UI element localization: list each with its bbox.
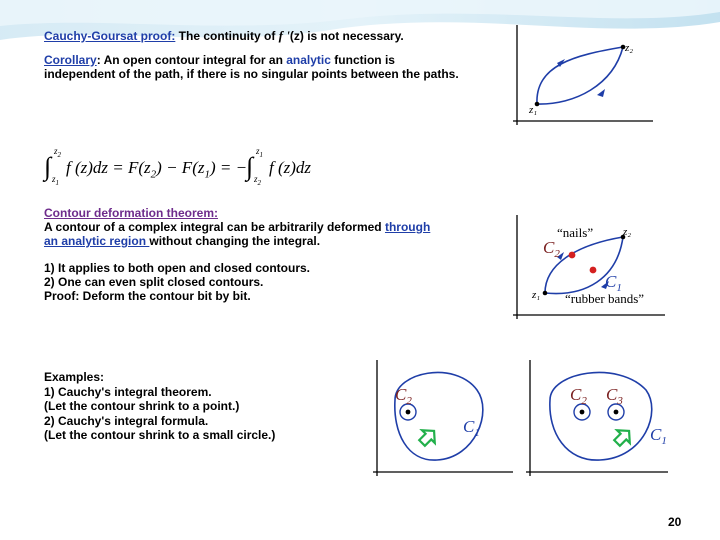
diagram4-c3-label: $C_3$ — [606, 385, 623, 407]
proof-heading — [44, 29, 404, 44]
diagram4-outer-contour — [550, 372, 652, 460]
point-c2 — [580, 410, 585, 415]
proof-heading-text-b: (z) is not necessary. — [289, 29, 404, 43]
nail-point-2 — [590, 267, 597, 274]
c2-label: $C_2$ — [543, 238, 560, 260]
diagram2-z1-label: z₁ — [532, 289, 541, 301]
upper-limit-1: $z_2$ — [54, 146, 62, 159]
proof-heading-label: Cauchy-Goursat proof: — [44, 29, 176, 43]
lower-limit-2: $z_2$ — [254, 174, 262, 187]
example-2-note: (Let the contour shrink to a small circle.) — [44, 428, 276, 442]
proof-text: Proof: Deform the contour bit by bit. — [44, 289, 251, 303]
formula-right-integrand: f (z)dz — [269, 158, 312, 177]
formula-body: f $(z)dz = F(z_2) - F(z_1)$ = − — [66, 158, 248, 181]
point-c3 — [614, 410, 619, 415]
integral-formula — [44, 146, 334, 190]
deformation-line-1: A contour of a complex integral can be arbitrarily deformed through — [44, 220, 431, 234]
example-1: 1) Cauchy's integral theorem. — [44, 384, 212, 399]
integral-sign-1: ∫ — [44, 152, 52, 181]
upper-limit-2: $z_1$ — [256, 146, 264, 159]
analytic-region-link: an analytic region — [44, 234, 150, 248]
diagram2-z1-point — [543, 291, 548, 296]
diagram3-c1-label: $C_1$ — [463, 417, 480, 439]
f-prime-symbol: f ' — [278, 28, 290, 43]
lower-limit-1: $z_1$ — [52, 174, 60, 187]
c1-label: $C_1$ — [605, 272, 622, 294]
deformation-line-2: an analytic region without changing the integral. — [44, 234, 321, 248]
diagram2-z2-label: z₂ — [623, 226, 632, 238]
rubber-bands-label: “rubber bands” — [565, 291, 645, 306]
lower-path — [537, 47, 623, 104]
z1-label: z₁ — [529, 104, 538, 116]
nails-rubber-bands-diagram — [505, 215, 685, 325]
diagram4-c2-label: $C_2$ — [570, 385, 587, 407]
example-1-note: (Let the contour shrink to a point.) — [44, 399, 240, 413]
nails-label: “nails” — [557, 225, 594, 240]
shrink-arrow — [416, 425, 441, 450]
corollary-line-1 — [44, 53, 395, 68]
diagram3-c2-label: $C_2$ — [395, 385, 412, 407]
deformation-title: Contour deformation theorem: — [44, 206, 218, 220]
path-independence-diagram — [505, 25, 655, 135]
examples-list — [44, 370, 344, 443]
example-2: 2) Cauchy's integral formula. — [44, 413, 209, 428]
integral-sign-2: ∫ — [246, 152, 254, 181]
shrink-circle-diagram — [365, 360, 515, 480]
proof-heading-text-a: The continuity of — [175, 29, 279, 43]
page-number: 20 — [668, 515, 682, 529]
corollary-text-b: function is — [330, 53, 395, 67]
singular-point — [406, 410, 411, 415]
point-1: 1) It applies to both open and closed contours. — [44, 261, 311, 275]
corollary-text-a: : An open contour integral for an — [96, 53, 287, 67]
corollary-line-2: independent of the path, if there is no singular points between the paths. — [44, 67, 459, 81]
diagram4-c1-label: $C_1$ — [650, 425, 667, 447]
through-word: through — [384, 220, 431, 234]
examples-heading: Examples: — [44, 370, 105, 384]
corollary-label: Corollary — [44, 53, 97, 67]
diagram4-shrink-arrow — [611, 425, 636, 450]
split-contour-diagram — [518, 360, 688, 480]
z2-label: z₂ — [625, 42, 634, 54]
nail-point-1 — [569, 252, 576, 259]
analytic-word: analytic — [286, 53, 331, 67]
lower-path-arrow — [597, 89, 605, 97]
point-2: 2) One can even split closed contours. — [44, 275, 264, 289]
